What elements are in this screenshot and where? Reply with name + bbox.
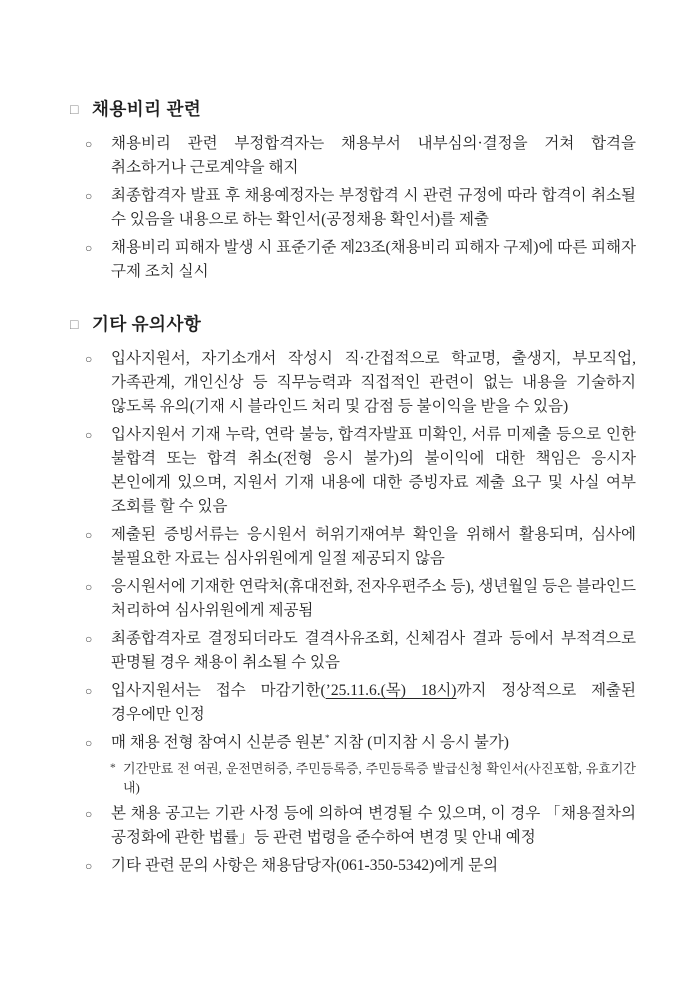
section-heading bbox=[70, 96, 636, 121]
item-text: 본 채용 공고는 기관 사정 등에 의하여 변경될 수 있으며, 이 경우 「채용절차의 공정화에 관한 법률」등 관련 법령을 준수하여 변경 및 안내 예정 bbox=[111, 805, 636, 846]
id-card-prefix: 매 채용 전형 참여시 신분증 원본 bbox=[111, 734, 326, 751]
item-text: 입사지원서 기재 누락, 연락 불능, 합격자발표 미확인, 서류 미제출 등으로 인한 불합격 또는 합격 취소(전형 응시 불가)의 불이익에 대한 책임은 응시자 본인에게 있으며, 지원서 기재 내용에 대한 증빙자료 제출 요구 및 사실 여부 조회를 할 수 있음 bbox=[111, 426, 636, 515]
list-item bbox=[85, 627, 636, 675]
list-item bbox=[85, 575, 636, 623]
circle-bullet: ○ bbox=[85, 807, 93, 821]
section-recruitment-fraud bbox=[70, 96, 636, 284]
deadline-prefix: 입사지원서는 접수 마감기한( bbox=[111, 682, 326, 699]
list-item bbox=[85, 132, 636, 180]
list-item bbox=[85, 802, 636, 850]
list-item bbox=[85, 523, 636, 571]
section-title: 채용비리 관련 bbox=[91, 99, 202, 119]
item-text: 채용비리 관련 부정합격자는 채용부서 내부심의·결정을 거쳐 합격을 취소하거나 근로계약을 해지 bbox=[111, 135, 636, 176]
list-item bbox=[85, 423, 636, 519]
list-item-deadline bbox=[85, 679, 636, 727]
list-item bbox=[85, 236, 636, 284]
item-text: 최종합격자 발표 후 채용예정자는 부정합격 시 관련 규정에 따라 합격이 취소될 수 있음을 내용으로 하는 확인서(공정채용 확인서)를 제출 bbox=[111, 187, 636, 228]
item-text: 입사지원서, 자기소개서 작성시 직·간접적으로 학교명, 출생지, 부모직업, 가족관계, 개인신상 등 직무능력과 직접적인 관련이 없는 내용을 기술하지 않도록 유의(기재 시 블라인드 처리 및 감점 등 불이익을 받을 수 있음) bbox=[111, 350, 636, 415]
circle-bullet: ○ bbox=[85, 736, 93, 750]
item-text bbox=[111, 679, 636, 727]
footnote-ref-asterisk: * bbox=[325, 732, 330, 743]
circle-bullet: ○ bbox=[85, 632, 93, 646]
item-text: 채용비리 피해자 발생 시 표준기준 제23조(채용비리 피해자 구제)에 따른 피해자 구제 조치 실시 bbox=[111, 239, 636, 280]
circle-bullet: ○ bbox=[85, 859, 93, 873]
square-bullet: □ bbox=[70, 318, 79, 333]
item-text: 응시원서에 기재한 연락처(휴대전화, 전자우편주소 등), 생년월일 등은 블라인드 처리하여 심사위원에게 제공됨 bbox=[111, 578, 636, 619]
section-other-notes bbox=[70, 311, 636, 878]
list-item bbox=[85, 184, 636, 232]
circle-bullet: ○ bbox=[85, 352, 93, 366]
circle-bullet: ○ bbox=[85, 241, 93, 255]
section-heading bbox=[70, 311, 636, 336]
section-items bbox=[85, 347, 636, 878]
circle-bullet: ○ bbox=[85, 528, 93, 542]
circle-bullet: ○ bbox=[85, 137, 93, 151]
item-text: 기타 관련 문의 사항은 채용담당자(061-350-5342)에게 문의 bbox=[111, 857, 499, 874]
circle-bullet: ○ bbox=[85, 684, 93, 698]
id-card-suffix: 지참 (미지참 시 응시 불가) bbox=[329, 734, 509, 751]
circle-bullet: ○ bbox=[85, 428, 93, 442]
deadline-underlined: ’25.11.6.(목) 18시) bbox=[325, 682, 457, 699]
circle-bullet: ○ bbox=[85, 580, 93, 594]
footnote-text: 기간만료 전 여권, 운전면허증, 주민등록증, 주민등록증 발급신청 확인서(사진포함, 유효기간 내) bbox=[123, 761, 636, 795]
footnote bbox=[110, 759, 636, 797]
circle-bullet: ○ bbox=[85, 189, 93, 203]
item-text bbox=[111, 731, 636, 755]
square-bullet: □ bbox=[70, 103, 79, 118]
footnote-marker: * bbox=[110, 762, 116, 774]
item-text: 최종합격자로 결정되더라도 결격사유조회, 신체검사 결과 등에서 부적격으로 판명될 경우 채용이 취소될 수 있음 bbox=[111, 630, 636, 671]
deadline-suffix: 까지 정상적으로 제출된 경우에만 인정 bbox=[111, 682, 636, 723]
section-title: 기타 유의사항 bbox=[91, 314, 202, 334]
list-item-contact bbox=[85, 854, 636, 878]
item-text: 제출된 증빙서류는 응시원서 허위기재여부 확인을 위해서 활용되며, 심사에 불필요한 자료는 심사위원에게 일절 제공되지 않음 bbox=[111, 526, 636, 567]
list-item bbox=[85, 347, 636, 419]
section-items bbox=[85, 132, 636, 284]
list-item-id-card bbox=[85, 731, 636, 755]
